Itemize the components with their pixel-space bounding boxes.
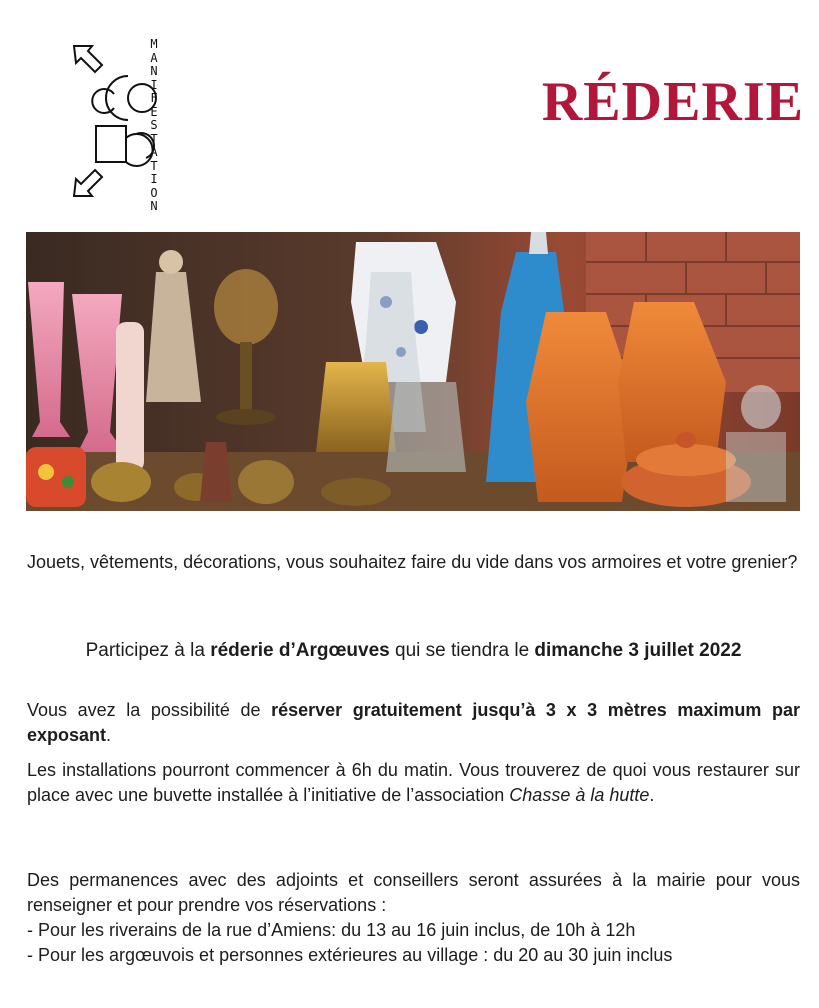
flea-market-photo <box>26 232 800 511</box>
event-date: dimanche 3 juillet 2022 <box>534 640 742 661</box>
installations-text-1: Les installations pourront commencer à 6h du matin. Vous trouverez de quoi vous restaurer sur place avec une buvette installée à l’initiative de l’association <box>27 760 800 805</box>
permanences-paragraph <box>27 868 800 968</box>
reservation-text-1: Vous avez la possibilité de <box>27 700 272 720</box>
arrow-top-left-icon <box>74 46 102 72</box>
event-name: réderie d’Argœuves <box>210 640 390 661</box>
installations-paragraph <box>27 758 800 808</box>
reservation-highlight: réserver gratuitement jusqu’à 3 x 3 mètres maximum par exposant <box>27 700 800 745</box>
page-title: RÉDERIE <box>541 71 804 133</box>
association-name: Chasse à la hutte <box>509 785 650 805</box>
intro-paragraph: Jouets, vêtements, décorations, vous souhaitez faire du vide dans vos armoires et votre grenier? <box>27 552 798 572</box>
reservation-paragraph <box>27 698 800 748</box>
invite-text-1: Participez à la <box>85 640 211 661</box>
invite-text-2: qui se tiendra le <box>389 640 535 661</box>
permanences-intro: Des permanences avec des adjoints et conseillers seront assurées à la mairie pour vous renseigner et pour prendre vos réservations : <box>27 870 800 915</box>
reservation-text-2: . <box>106 725 112 745</box>
arrow-bottom-left-icon <box>74 170 102 196</box>
installations-text-2: . <box>649 785 655 805</box>
invite-paragraph <box>27 638 800 663</box>
logo-vertical-text: MANIFESTATION <box>150 37 158 213</box>
list-item: - Pour les argœuvois et personnes extérieures au village : du 20 au 30 juin inclus <box>27 945 673 965</box>
list-item: - Pour les riverains de la rue d’Amiens: du 13 au 16 juin inclus, de 10h à 12h <box>27 920 636 940</box>
